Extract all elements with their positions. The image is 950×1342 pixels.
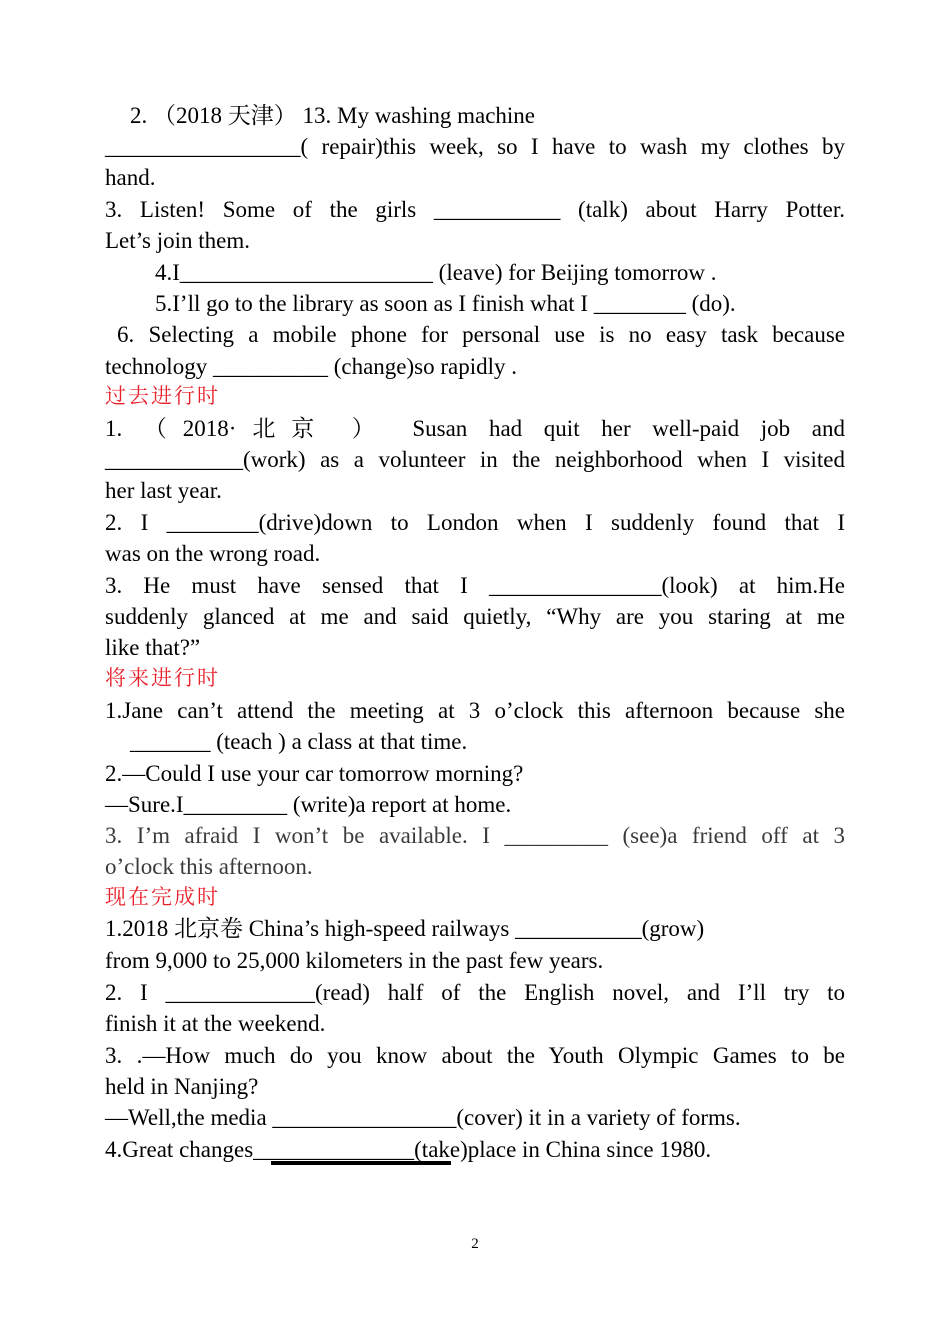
question-line: 2. I ________(drive)down to London when I suddenly found that I — [105, 510, 845, 535]
section-heading-past-continuous: 过去进行时 — [105, 384, 220, 408]
question-line: 2. （2018 天津） 13. My washing machine — [130, 103, 536, 128]
question-line: _______ (teach ) a class at that time. — [130, 729, 468, 754]
question-line: Let’s join them. — [105, 228, 251, 253]
question-line: 2.—Could I use your car tomorrow morning? — [105, 761, 524, 786]
question-line: o’clock this afternoon. — [105, 854, 313, 879]
question-line: 1. （2018·北京 ） Susan had quit her well-paid job and — [105, 416, 845, 441]
question-line: 6. Selecting a mobile phone for personal use is no easy task because — [117, 322, 845, 347]
question-line: 3. I’m afraid I won’t be available. I _________ (see)a friend off at 3 — [105, 823, 845, 848]
question-line: ____________(work) as a volunteer in the neighborhood when I visited — [105, 447, 845, 472]
question-line: technology __________ (change)so rapidly . — [105, 354, 517, 379]
question-line: 4.I______________________ (leave) for Beijing tomorrow . — [155, 260, 717, 285]
question-line: suddenly glanced at me and said quietly, “Why are you staring at me — [105, 604, 845, 629]
question-line: —Sure.I_________ (write)a report at home. — [105, 792, 512, 817]
question-line: like that?” — [105, 635, 201, 660]
question-line: 1.2018 北京卷 China’s high-speed railways ___________(grow) — [105, 916, 705, 941]
question-line: —Well,the media ________________(cover) it in a variety of forms. — [105, 1105, 741, 1130]
question-line: 4.Great changes______________(take)place in China since 1980. — [105, 1137, 712, 1162]
question-line: finish it at the weekend. — [105, 1011, 326, 1036]
question-line: 3. He must have sensed that I _______________(look) at him.He — [105, 573, 845, 598]
question-line: 3. Listen! Some of the girls ___________ (talk) about Harry Potter. — [105, 197, 845, 222]
question-line: was on the wrong road. — [105, 541, 321, 566]
question-line: her last year. — [105, 478, 222, 503]
question-line: hand. — [105, 165, 156, 190]
question-line: _________________( repair)this week, so I have to wash my clothes by — [105, 134, 845, 159]
question-line: from 9,000 to 25,000 kilometers in the past few years. — [105, 948, 604, 973]
section-heading-present-perfect: 现在完成时 — [105, 885, 220, 909]
page-number: 2 — [471, 1236, 479, 1252]
question-line: held in Nanjing? — [105, 1074, 259, 1099]
double-underline-decoration — [271, 1161, 451, 1165]
question-line: 5.I’ll go to the library as soon as I finish what I ________ (do). — [155, 291, 736, 316]
question-line: 3. .—How much do you know about the Youth Olympic Games to be — [105, 1043, 845, 1068]
section-heading-future-continuous: 将来进行时 — [105, 666, 220, 690]
question-line: 1.Jane can’t attend the meeting at 3 o’clock this afternoon because she — [105, 698, 845, 723]
question-line: 2. I _____________(read) half of the English novel, and I’ll try to — [105, 980, 845, 1005]
